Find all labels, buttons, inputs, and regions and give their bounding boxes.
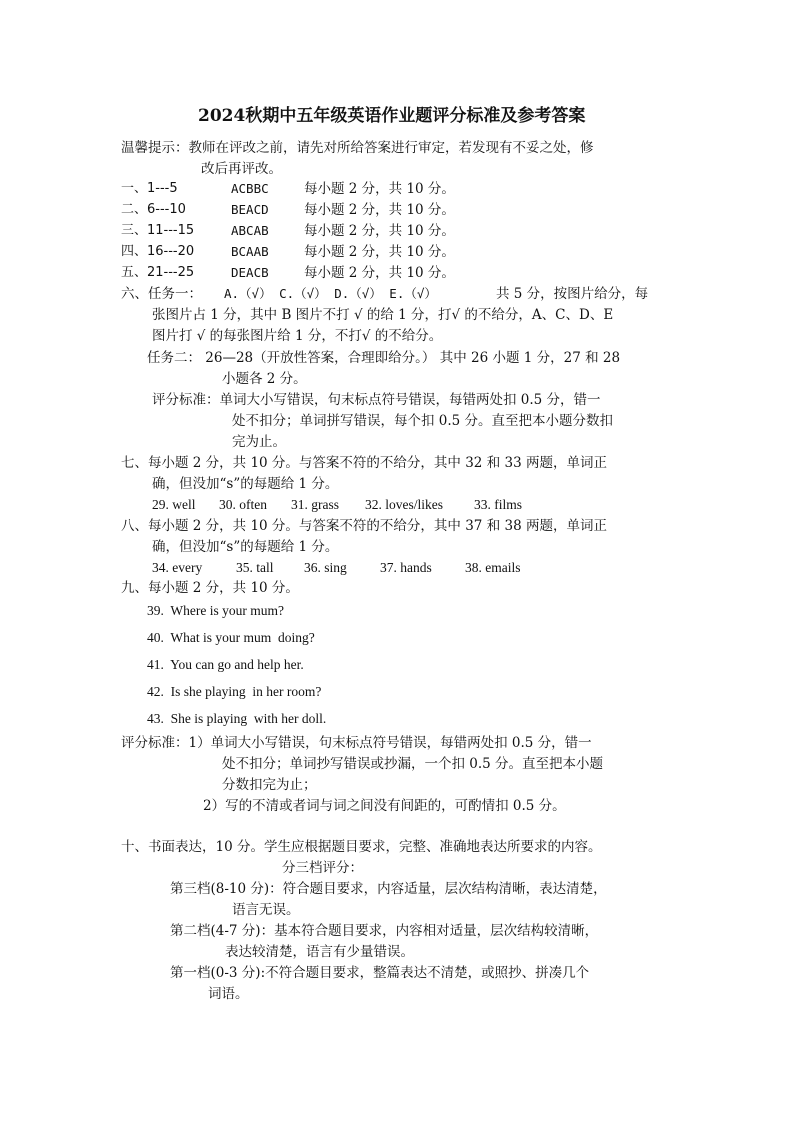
answer-42: 42. Is she playing in her room? [147, 684, 322, 699]
section-6-line-3: 图片打 √ 的每张图片给 1 分，不打√ 的不给分。 [152, 328, 443, 344]
section-6-criteria-line-1: 评分标准：单词大小写错误，句末标点符号错误，每错两处扣 0.5 分，错一 [152, 392, 601, 408]
section-10-line-1: 十、书面表达，10 分。学生应根据题目要求，完整、准确地表达所要求的内容。 [121, 839, 602, 855]
level-3-line-2: 语言无误。 [232, 902, 300, 918]
answer-30: 30. often [219, 497, 267, 512]
section-8-line-1: 八、每小题 2 分，共 10 分。与答案不符的不给分，其中 37 和 38 两题，单词正 [121, 518, 607, 534]
answer-33: 33. films [474, 497, 523, 512]
answer-31: 31. grass [291, 497, 339, 512]
answer-37: 37. hands [380, 560, 432, 575]
answer-43: 43. She is playing with her doll. [147, 711, 327, 726]
section-6-criteria-line-3: 完为止。 [232, 434, 286, 450]
section-5-answers: DEACB [231, 265, 269, 280]
section-6-line-2: 张图片占 1 分，其中 B 图片不打 √ 的给 1 分，打√ 的不给分，A、C、D、E [152, 307, 614, 323]
page-title: 2024秋期中五年级英语作业题评分标准及参考答案 [198, 106, 586, 126]
level-1-line-2: 词语。 [208, 986, 249, 1002]
section-2-score: 每小题 2 分，共 10 分。 [304, 202, 455, 218]
answer-40: 40. What is your mum doing? [147, 630, 315, 645]
section-6-task2-line-2: 小题各 2 分。 [222, 371, 307, 387]
answer-39: 39. Where is your mum? [147, 603, 284, 618]
section-3-score: 每小题 2 分，共 10 分。 [304, 223, 455, 239]
section-9-criteria-line-3: 分数扣完为止； [222, 777, 317, 793]
section-5-number: 五、21---25 [121, 265, 195, 280]
tip-line-2: 改后再评改。 [201, 161, 282, 177]
section-3-answers: ABCAB [231, 223, 269, 238]
section-6-criteria-line-2: 处不扣分；单词拼写错误，每个扣 0.5 分。直至把本小题分数扣 [232, 413, 614, 429]
answer-32: 32. loves/likes [365, 497, 443, 512]
section-1-number: 一、1---5 [121, 181, 178, 196]
level-2-line-1: 第二档(4-7 分)：基本符合题目要求，内容相对适量，层次结构较清晰， [170, 923, 599, 939]
section-6-task2-line-1: 任务二： 26—28（开放性答案，合理即给分。） 其中 26 小题 1 分，27 和 28 [147, 350, 621, 366]
section-1-score: 每小题 2 分，共 10 分。 [304, 181, 455, 197]
answer-35: 35. tall [236, 560, 274, 575]
section-7-line-1: 七、每小题 2 分，共 10 分。与答案不符的不给分，其中 32 和 33 两题，单词正 [121, 455, 607, 471]
level-3-line-1: 第三档(8-10 分)：符合题目要求，内容适量，层次结构清晰，表达清楚， [170, 881, 607, 897]
section-4-answers: BCAAB [231, 244, 269, 259]
section-7-line-2: 确，但没加“s”的每题给 1 分。 [152, 476, 339, 492]
section-1-answers: ACBBC [231, 181, 269, 196]
tip-line-1: 温馨提示：教师在评改之前，请先对所给答案进行审定，若发现有不妥之处，修 [121, 140, 594, 156]
answer-29: 29. well [152, 497, 196, 512]
section-9-criteria-line-4: 2）写的不清或者词与词之间没有间距的，可酌情扣 0.5 分。 [203, 798, 566, 814]
section-4-score: 每小题 2 分，共 10 分。 [304, 244, 455, 260]
answer-38: 38. emails [465, 560, 521, 575]
section-5-score: 每小题 2 分，共 10 分。 [304, 265, 455, 281]
level-2-line-2: 表达较清楚，语言有少量错误。 [225, 944, 414, 960]
section-8-line-2: 确，但没加“s”的每题给 1 分。 [152, 539, 339, 555]
section-10-line-2: 分三档评分： [282, 860, 363, 876]
section-9-criteria-line-1: 评分标准：1）单词大小写错误，句末标点符号错误，每错两处扣 0.5 分，错一 [121, 735, 592, 751]
section-9-line-1: 九、每小题 2 分，共 10 分。 [121, 580, 299, 596]
section-2-answers: BEACD [231, 202, 269, 217]
level-1-line-1: 第一档(0-3 分):不符合题目要求，整篇表达不清楚，或照抄、拼凑几个 [170, 965, 590, 981]
section-6-score-note: 共 5 分，按图片给分，每 [496, 286, 649, 302]
answer-41: 41. You can go and help her. [147, 657, 304, 672]
section-6-answers: A.（√） C.（√） D.（√） E.（√） [224, 286, 437, 301]
answer-34: 34. every [152, 560, 203, 575]
section-3-number: 三、11---15 [121, 223, 195, 238]
answer-36: 36. sing [304, 560, 347, 575]
section-2-number: 二、6---10 [121, 202, 186, 217]
section-6-label: 六、任务一： [121, 286, 202, 302]
section-4-number: 四、16---20 [121, 244, 195, 259]
section-9-criteria-line-2: 处不扣分；单词抄写错误或抄漏，一个扣 0.5 分。直至把本小题 [222, 756, 604, 772]
